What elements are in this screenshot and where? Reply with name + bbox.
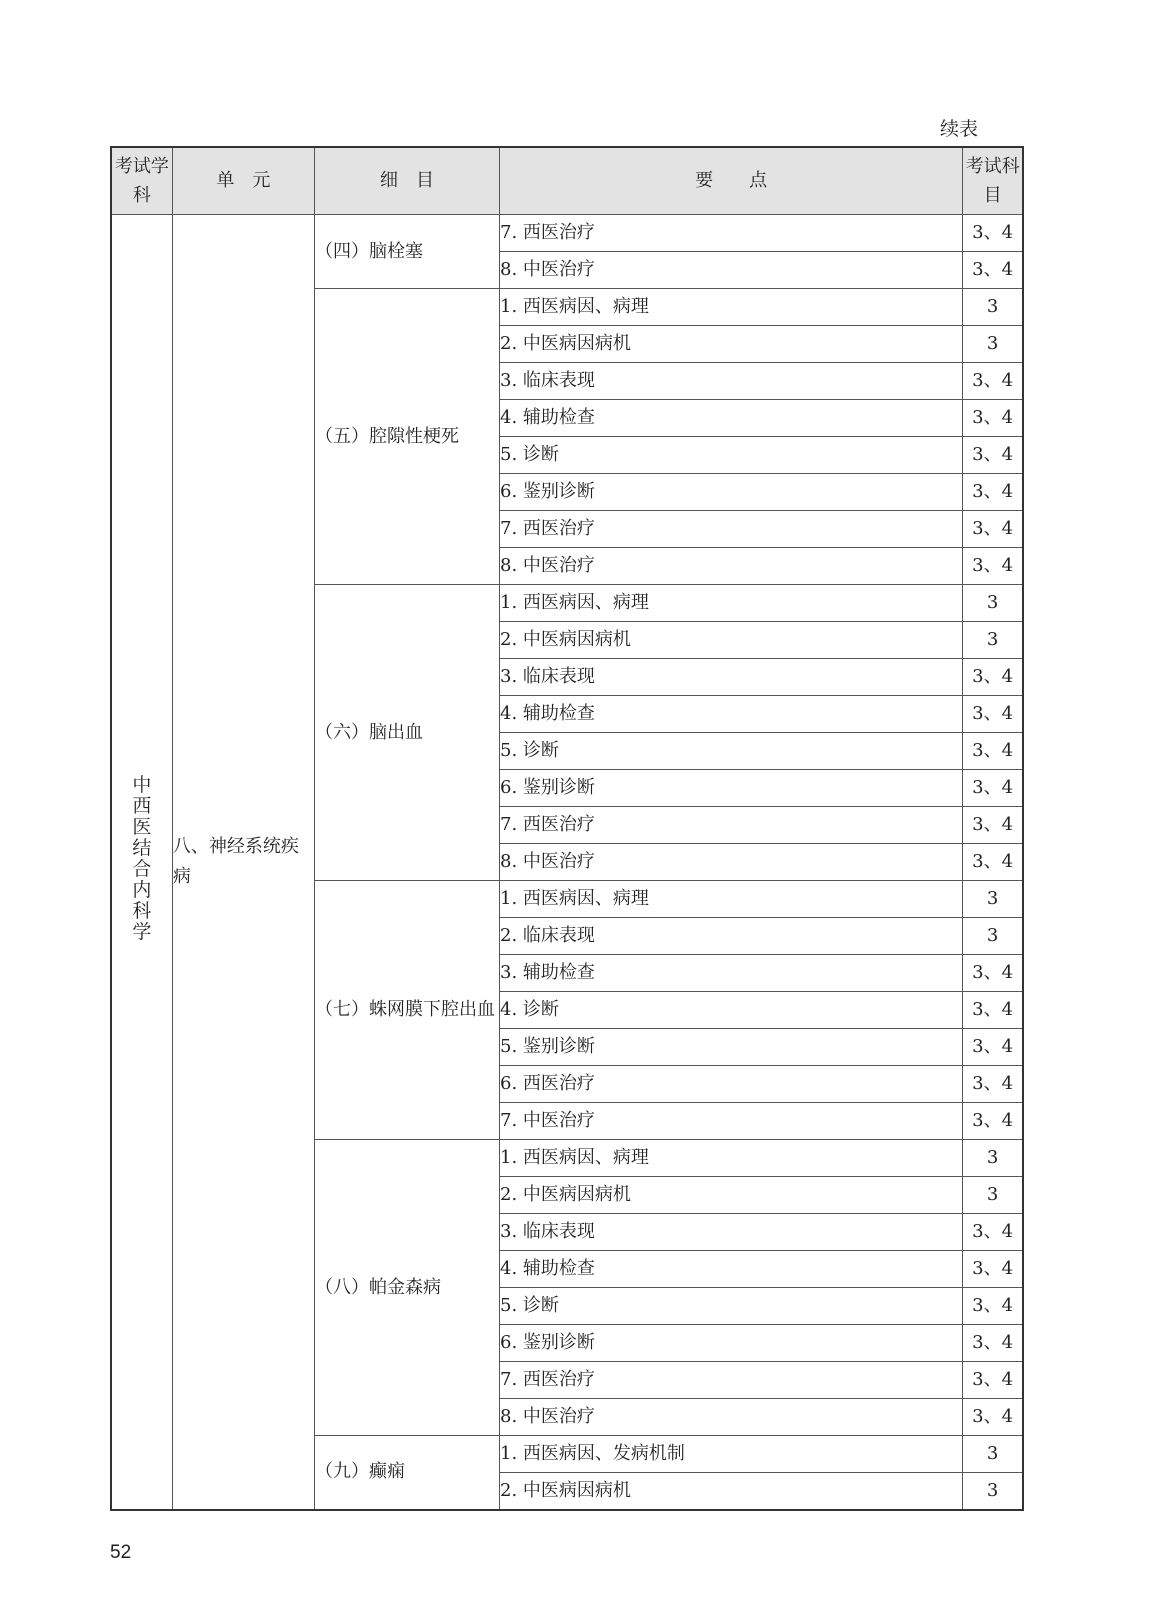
- exam-cell: 3、4: [963, 363, 1023, 400]
- exam-cell: 3: [963, 326, 1023, 363]
- exam-cell: 3、4: [963, 770, 1023, 807]
- exam-cell: 3: [963, 881, 1023, 918]
- point-cell: 6. 鉴别诊断: [500, 474, 963, 511]
- exam-cell: 3、4: [963, 1214, 1023, 1251]
- exam-cell: 3、4: [963, 252, 1023, 289]
- exam-cell: 3、4: [963, 955, 1023, 992]
- header-detail: 细 目: [314, 147, 499, 215]
- point-cell: 5. 鉴别诊断: [500, 1029, 963, 1066]
- detail-cell: （六）脑出血: [314, 585, 499, 881]
- exam-cell: 3、4: [963, 659, 1023, 696]
- point-cell: 4. 辅助检查: [500, 400, 963, 437]
- exam-cell: 3: [963, 1177, 1023, 1214]
- header-subject: 考试学科: [111, 147, 172, 215]
- syllabus-table: [110, 146, 1024, 1511]
- exam-cell: 3、4: [963, 1251, 1023, 1288]
- exam-cell: 3: [963, 918, 1023, 955]
- exam-cell: 3、4: [963, 1325, 1023, 1362]
- point-cell: 4. 诊断: [500, 992, 963, 1029]
- exam-cell: 3、4: [963, 511, 1023, 548]
- point-cell: 1. 西医病因、病理: [500, 1140, 963, 1177]
- exam-cell: 3、4: [963, 807, 1023, 844]
- point-cell: 3. 临床表现: [500, 1214, 963, 1251]
- exam-cell: 3、4: [963, 1029, 1023, 1066]
- exam-cell: 3、4: [963, 1066, 1023, 1103]
- page-number: 52: [110, 1542, 132, 1563]
- exam-cell: 3、4: [963, 437, 1023, 474]
- exam-cell: 3: [963, 289, 1023, 326]
- point-cell: 8. 中医治疗: [500, 548, 963, 585]
- exam-cell: 3、4: [963, 1362, 1023, 1399]
- point-cell: 6. 西医治疗: [500, 1066, 963, 1103]
- point-cell: 7. 西医治疗: [500, 215, 963, 252]
- point-cell: 7. 西医治疗: [500, 511, 963, 548]
- exam-cell: 3、4: [963, 1399, 1023, 1436]
- exam-cell: 3、4: [963, 474, 1023, 511]
- exam-cell: 3、4: [963, 733, 1023, 770]
- point-cell: 7. 西医治疗: [500, 1362, 963, 1399]
- point-cell: 7. 中医治疗: [500, 1103, 963, 1140]
- exam-cell: 3: [963, 1473, 1023, 1510]
- exam-cell: 3: [963, 1140, 1023, 1177]
- point-cell: 2. 临床表现: [500, 918, 963, 955]
- exam-cell: 3、4: [963, 1103, 1023, 1140]
- continued-label: 续表: [940, 118, 979, 140]
- point-cell: 7. 西医治疗: [500, 807, 963, 844]
- exam-cell: 3、4: [963, 548, 1023, 585]
- point-cell: 1. 西医病因、病理: [500, 881, 963, 918]
- point-cell: 8. 中医治疗: [500, 1399, 963, 1436]
- detail-cell: （七）蛛网膜下腔出血: [314, 881, 499, 1140]
- point-cell: 8. 中医治疗: [500, 252, 963, 289]
- header-exam: 考试科目: [963, 147, 1023, 215]
- exam-cell: 3: [963, 622, 1023, 659]
- point-cell: 2. 中医病因病机: [500, 1177, 963, 1214]
- subject-cell: [111, 215, 172, 1510]
- point-cell: 5. 诊断: [500, 733, 963, 770]
- exam-cell: 3、4: [963, 844, 1023, 881]
- point-cell: 5. 诊断: [500, 437, 963, 474]
- header-unit: 单 元: [172, 147, 314, 215]
- point-cell: 1. 西医病因、病理: [500, 289, 963, 326]
- point-cell: 4. 辅助检查: [500, 1251, 963, 1288]
- exam-cell: 3、4: [963, 400, 1023, 437]
- point-cell: 1. 西医病因、病理: [500, 585, 963, 622]
- detail-cell: （八）帕金森病: [314, 1140, 499, 1436]
- detail-cell: （四）脑栓塞: [314, 215, 499, 289]
- point-cell: 5. 诊断: [500, 1288, 963, 1325]
- exam-cell: 3、4: [963, 215, 1023, 252]
- exam-cell: 3、4: [963, 1288, 1023, 1325]
- point-cell: 3. 辅助检查: [500, 955, 963, 992]
- unit-cell: 八、神经系统疾病: [172, 215, 314, 1510]
- exam-cell: 3: [963, 585, 1023, 622]
- point-cell: 1. 西医病因、发病机制: [500, 1436, 963, 1473]
- point-cell: 8. 中医治疗: [500, 844, 963, 881]
- point-cell: 4. 辅助检查: [500, 696, 963, 733]
- subject-label: 中西医结合内科学: [132, 774, 152, 944]
- detail-cell: （五）腔隙性梗死: [314, 289, 499, 585]
- exam-cell: 3、4: [963, 696, 1023, 733]
- point-cell: 2. 中医病因病机: [500, 1473, 963, 1510]
- detail-cell: （九）癫痫: [314, 1436, 499, 1510]
- point-cell: 2. 中医病因病机: [500, 326, 963, 363]
- point-cell: 3. 临床表现: [500, 659, 963, 696]
- point-cell: 3. 临床表现: [500, 363, 963, 400]
- exam-cell: 3: [963, 1436, 1023, 1473]
- header-points: 要 点: [500, 147, 963, 215]
- table-row: [111, 215, 1023, 252]
- exam-cell: 3、4: [963, 992, 1023, 1029]
- point-cell: 2. 中医病因病机: [500, 622, 963, 659]
- point-cell: 6. 鉴别诊断: [500, 1325, 963, 1362]
- point-cell: 6. 鉴别诊断: [500, 770, 963, 807]
- header-row: [111, 147, 1023, 215]
